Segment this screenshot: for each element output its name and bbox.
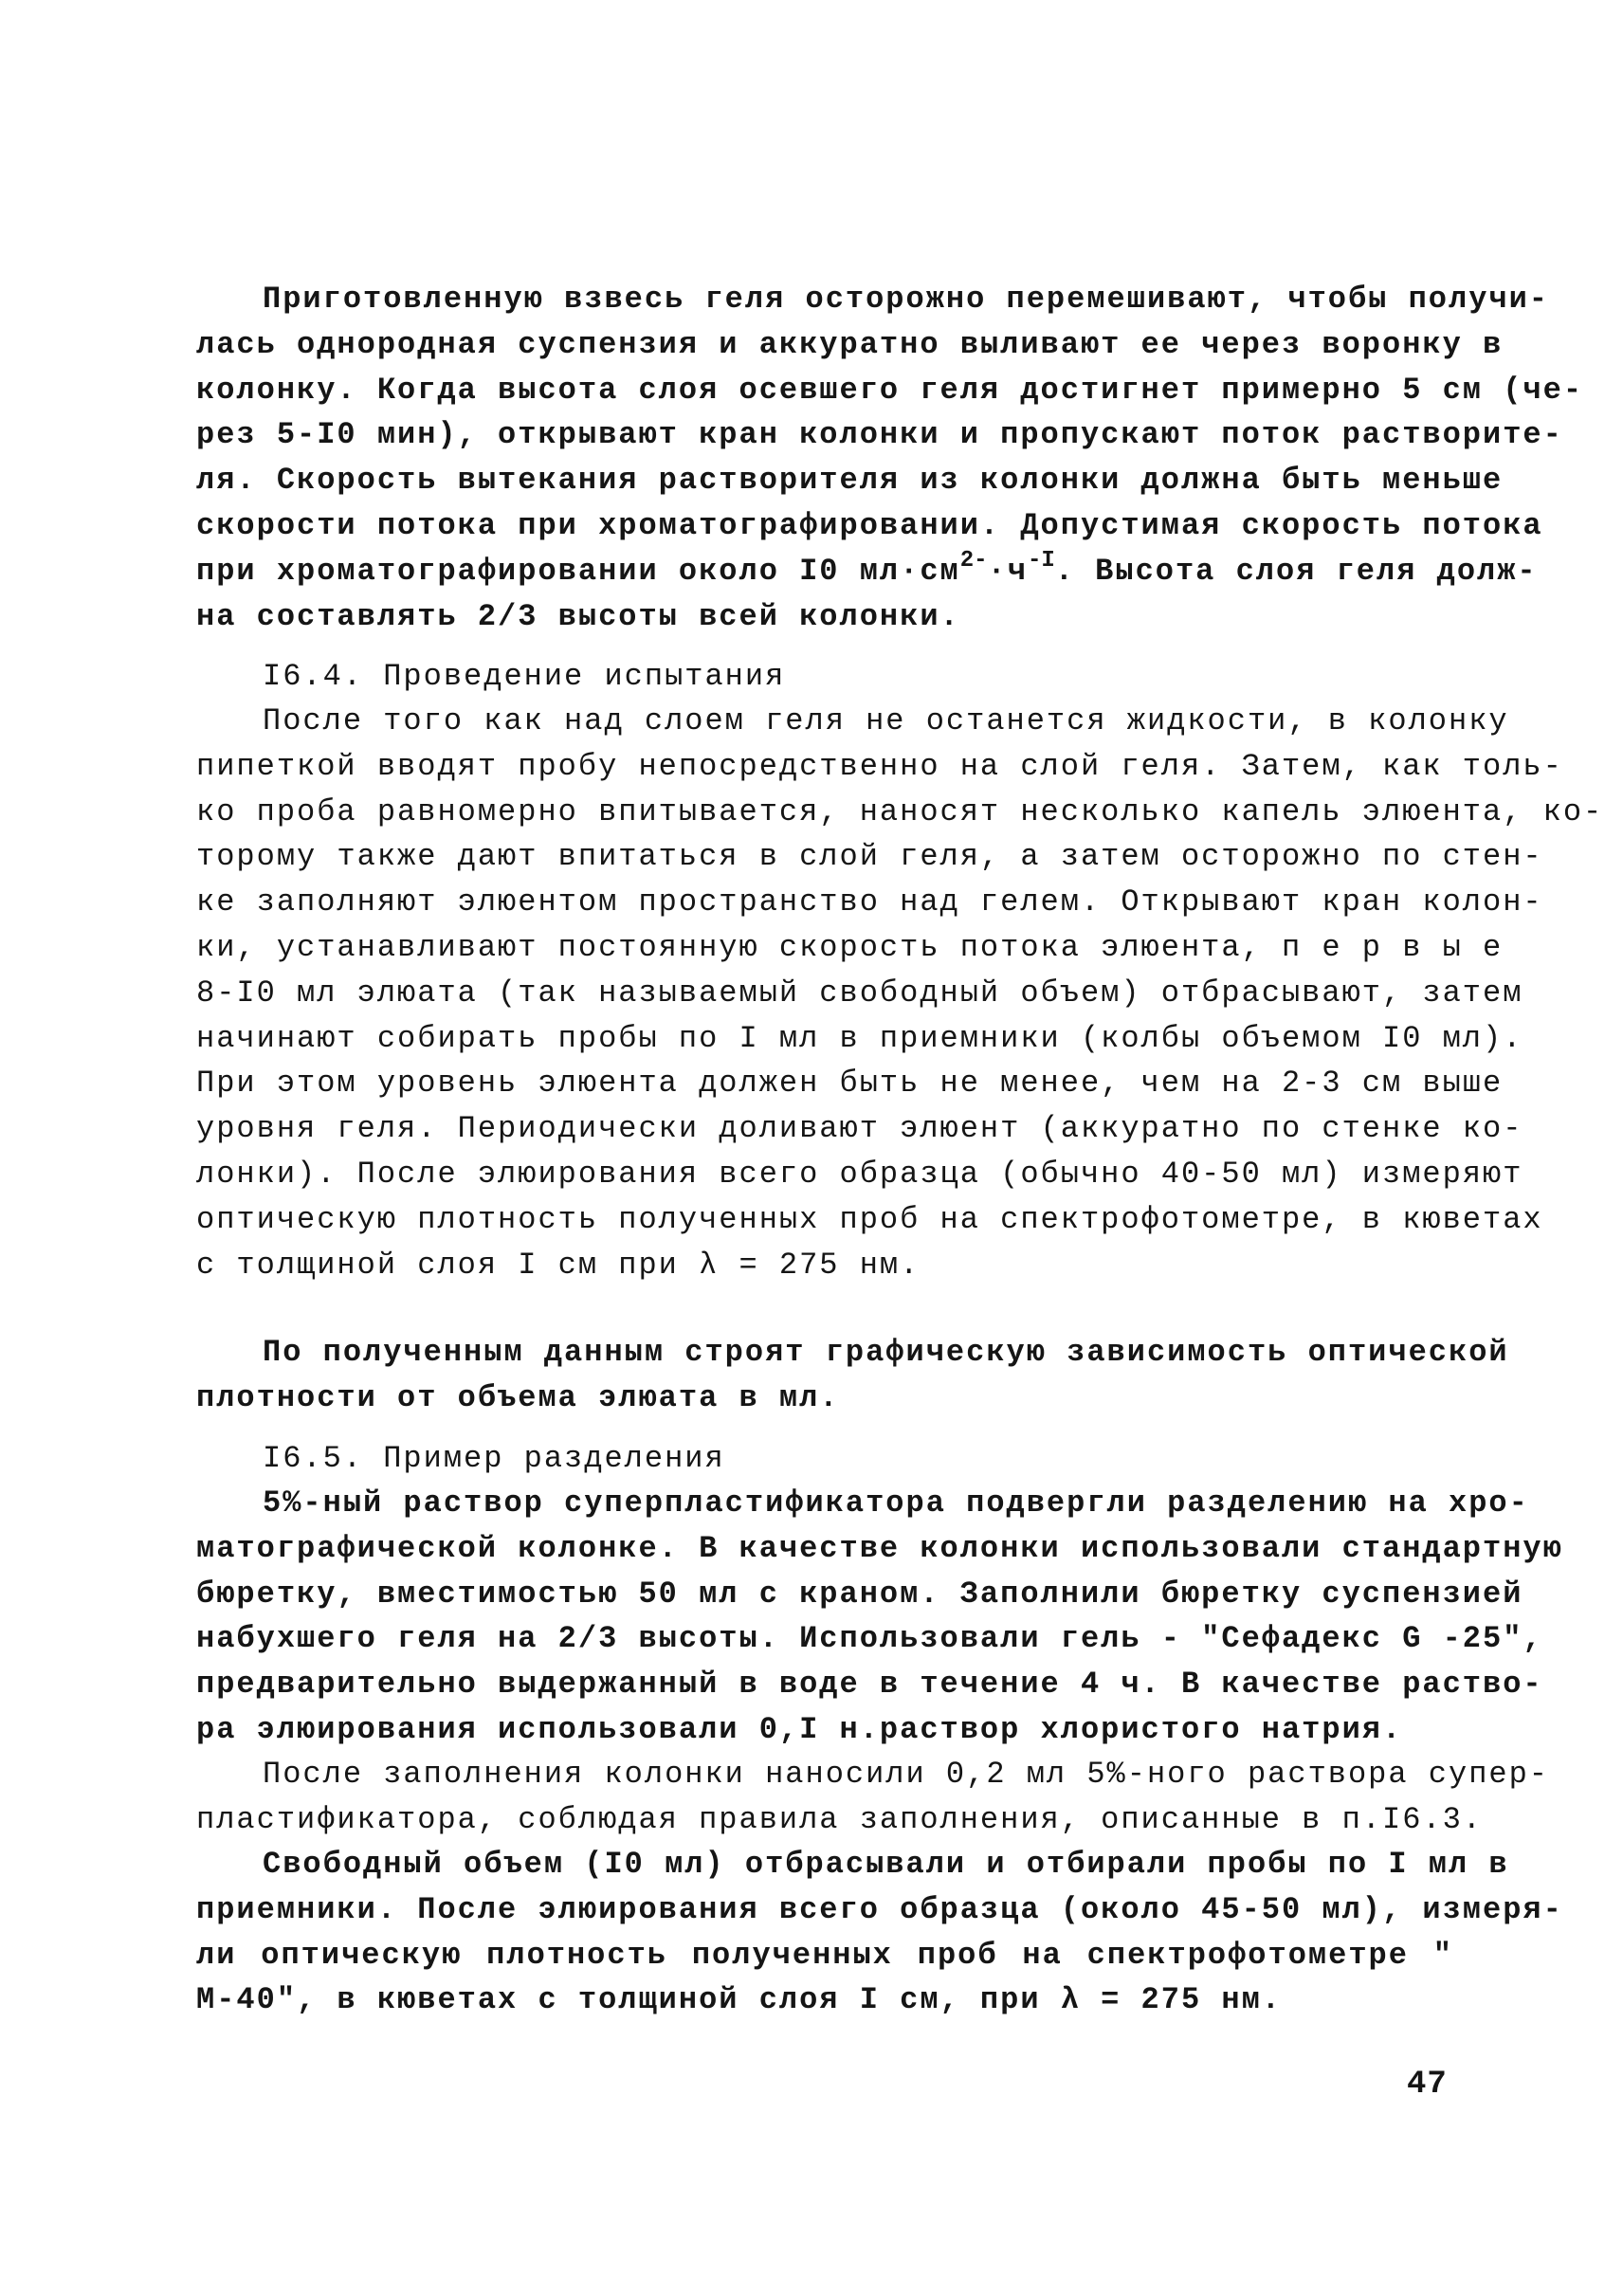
text-line: Приготовленную взвесь геля осторожно перемешивают, чтобы получи- xyxy=(263,282,1549,317)
text-line: лонки). После элюирования всего образца (обычно 40-50 мл) измеряют xyxy=(196,1156,1523,1192)
text-line: приемники. После элюирования всего образца (около 45-50 мл), измеря- xyxy=(196,1891,1563,1927)
text-line: 5%-ный раствор суперпластификатора подвергли разделению на хро- xyxy=(263,1485,1529,1521)
paragraph-plot-dependency xyxy=(196,1330,1509,1421)
text-line: ке заполняют элюентом пространство над гелем. Открывают кран колон- xyxy=(196,884,1543,920)
text-line: 8-I0 мл элюата (так называемый свободный объем) отбрасывают, затем xyxy=(196,975,1523,1011)
text-line: После заполнения колонки наносили 0,2 мл 5%-ного раствора супер- xyxy=(263,1757,1549,1792)
superscript: 2- xyxy=(959,547,988,574)
section-heading-16-5 xyxy=(196,1436,1453,1482)
text-line: уровня геля. Периодически доливают элюент (аккуратно по стенке ко- xyxy=(196,1111,1523,1147)
text-line: I6.4. Проведение испытания xyxy=(263,659,786,694)
text-line: По полученным данным строят графическую зависимость оптической xyxy=(263,1335,1509,1370)
text-line: на составлять 2/3 высоты всей колонки. xyxy=(196,598,960,634)
text-line: рез 5-I0 мин), открывают кран колонки и пропускают поток растворите- xyxy=(196,417,1563,453)
text-line: ля. Скорость вытекания растворителя из колонки должна быть меньше xyxy=(196,463,1504,499)
text-line: бюретку, вместимостью 50 мл с краном. Заполнили бюретку суспензией xyxy=(196,1576,1523,1612)
text-line: колонку. Когда высота слоя осевшего геля достигнет примерно 5 см (че- xyxy=(196,372,1584,408)
text-line: ра элюирования использовали 0,I н.раствор хлористого натрия. xyxy=(196,1711,1403,1747)
page-number: 47 xyxy=(1407,2067,1448,2103)
text-segment: при хроматографировании около I0 мл·см xyxy=(196,553,960,589)
text-line: I6.5. Пример разделения xyxy=(263,1441,725,1476)
text-line: с толщиной слоя I см при λ = 275 нм. xyxy=(196,1247,921,1283)
text-line: ли оптическую плотность полученных проб на спектрофотометре " xyxy=(196,1937,1453,1973)
text-segment: . Высота слоя геля долж- xyxy=(1054,553,1538,589)
text-line: набухшего геля на 2/3 высоты. Использовали гель - "Сефадекс G -25", xyxy=(196,1621,1543,1657)
text-line: После того как над слоем геля не останется жидкости, в колонку xyxy=(263,703,1509,738)
paragraph-measurement xyxy=(196,1842,1563,2023)
text-line: скорости потока при хроматографировании. Допустимая скорость потока xyxy=(196,507,1543,543)
paragraph-separation-example xyxy=(196,1481,1563,1753)
text-line: торому также дают впитаться в слой геля, а затем осторожно по стен- xyxy=(196,839,1543,875)
text-line: М-40", в кюветах с толщиной слоя I см, при λ = 275 нм. xyxy=(196,1982,1282,2018)
text-line: матографической колонке. В качестве колонки использовали стандартную xyxy=(196,1530,1563,1566)
text-segment: ·ч xyxy=(987,553,1028,589)
text-line xyxy=(196,547,1538,594)
paragraph-gel-preparation xyxy=(196,277,1584,639)
paragraph-sample-application xyxy=(196,1752,1549,1843)
text-line: оптическую плотность полученных проб на спектрофотометре, в кюветах xyxy=(196,1201,1543,1237)
text-line: лась однородная суспензия и аккуратно выливают ее через воронку в xyxy=(196,326,1504,362)
text-line: Свободный объем (I0 мл) отбрасывали и отбирали пробы по I мл в xyxy=(263,1847,1509,1882)
text-line: предварительно выдержанный в воде в течение 4 ч. В качестве раство- xyxy=(196,1667,1543,1703)
section-heading-16-4 xyxy=(196,654,1453,700)
text-line: При этом уровень элюента должен быть не менее, чем на 2-3 см выше xyxy=(196,1066,1504,1102)
text-line: начинают собирать пробы по I мл в приемники (колбы объемом I0 мл). xyxy=(196,1020,1523,1056)
paragraph-test-procedure xyxy=(196,699,1604,1287)
text-line: плотности от объема элюата в мл. xyxy=(196,1379,840,1415)
text-line: ки, устанавливают постоянную скорость потока элюента, п е р в ы е xyxy=(196,929,1504,965)
text-line: пластификатора, соблюдая правила заполнения, описанные в п.I6.3. xyxy=(196,1801,1483,1837)
text-line: ко проба равномерно впитывается, наносят несколько капель элюента, ко- xyxy=(196,793,1604,829)
superscript: -I xyxy=(1027,547,1055,574)
text-line: пипеткой вводят пробу непосредственно на слой геля. Затем, как толь- xyxy=(196,748,1563,784)
